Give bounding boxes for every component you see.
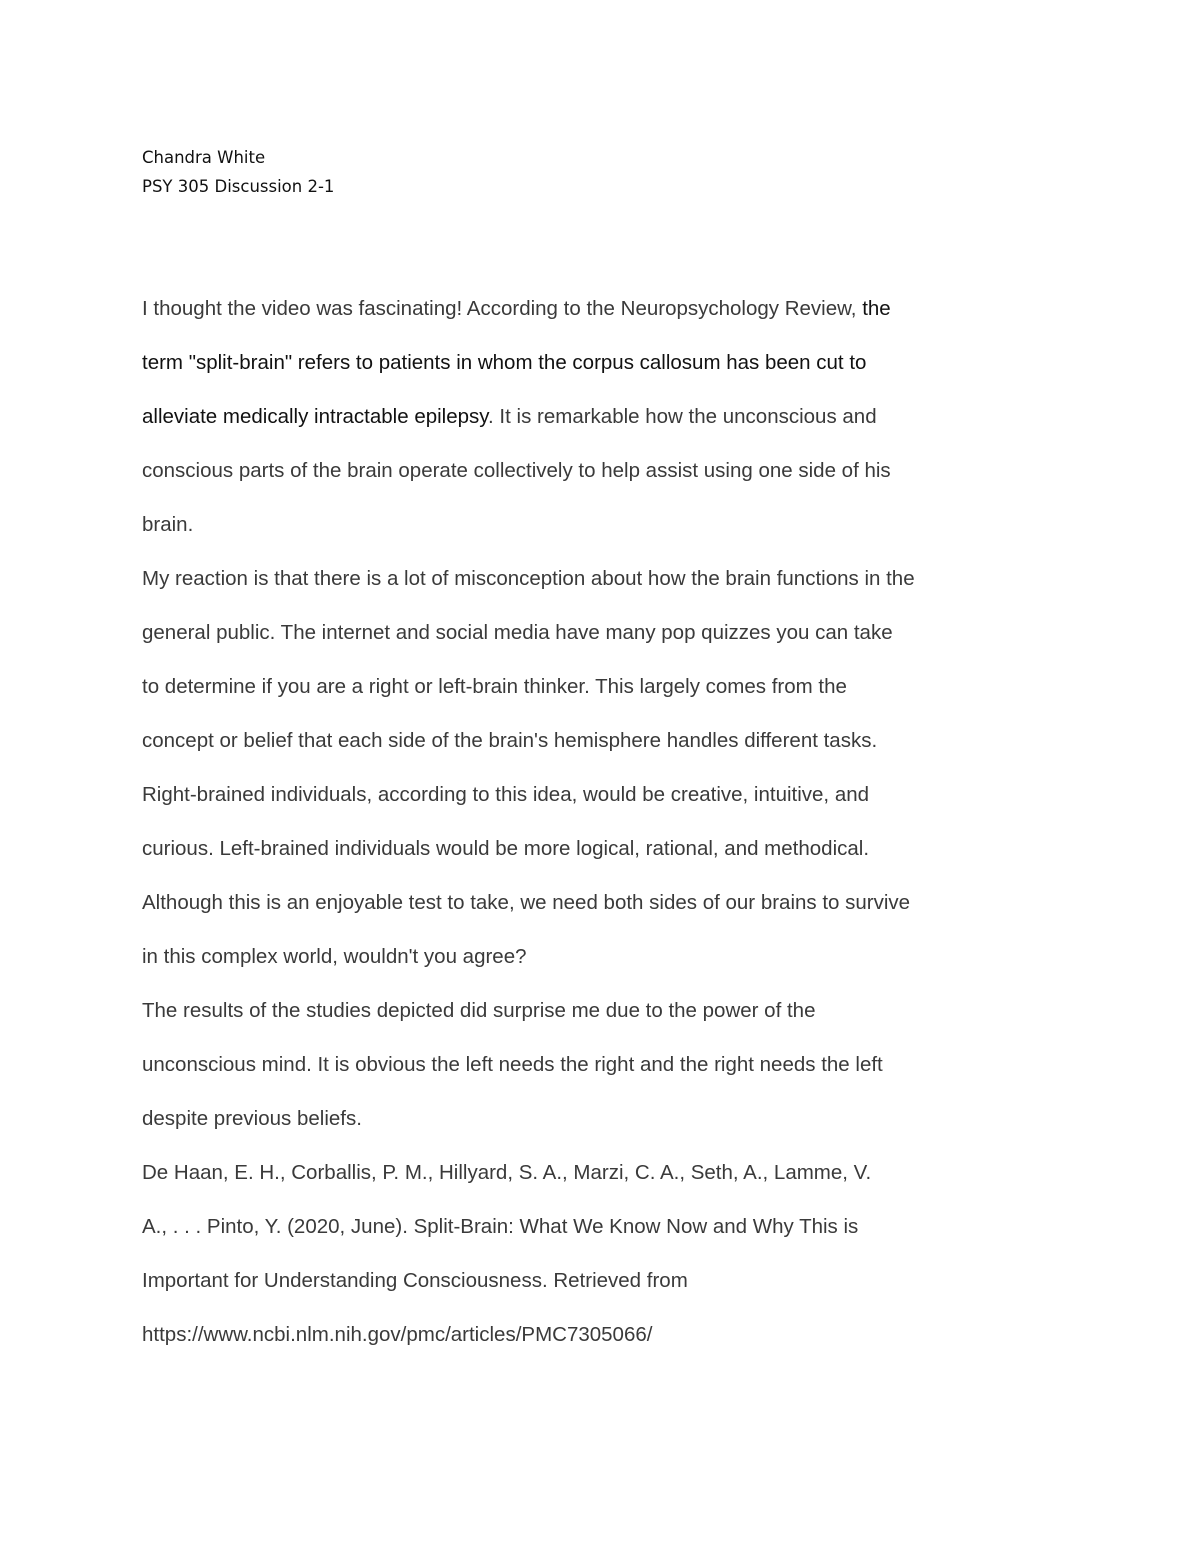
discussion-body [142, 282, 1072, 1362]
text-line: to determine if you are a right or left-brain thinker. This largely comes from the [142, 675, 847, 698]
text-line: in this complex world, wouldn't you agree? [142, 945, 527, 968]
text-line [142, 282, 1072, 336]
text-line: conscious parts of the brain operate collectively to help assist using one side of his [142, 459, 891, 482]
text-line: The results of the studies depicted did surprise me due to the power of the [142, 999, 816, 1022]
text-line [142, 390, 1072, 444]
text-line: despite previous beliefs. [142, 1107, 362, 1130]
text-line: general public. The internet and social media have many pop quizzes you can take [142, 621, 893, 644]
text-line: My reaction is that there is a lot of misconception about how the brain functions in the [142, 567, 915, 590]
reference-url: https://www.ncbi.nlm.nih.gov/pmc/articles/PMC7305066/ [142, 1323, 653, 1346]
reference-line: De Haan, E. H., Corballis, P. M., Hillyard, S. A., Marzi, C. A., Seth, A., Lamme, V. [142, 1161, 872, 1184]
text-line [142, 336, 1072, 390]
text-segment-quoted: term "split-brain" refers to patients in whom the corpus callosum has been cut to [142, 351, 867, 374]
text-segment-quoted: the [862, 297, 891, 320]
text-segment: . It is remarkable how the unconscious and [488, 405, 877, 428]
author-name: Chandra White [142, 148, 266, 167]
document-header [142, 143, 334, 201]
text-line: curious. Left-brained individuals would be more logical, rational, and methodical. [142, 837, 870, 860]
reference-line: Important for Understanding Consciousness. Retrieved from [142, 1269, 688, 1292]
text-line: Right-brained individuals, according to this idea, would be creative, intuitive, and [142, 783, 870, 806]
reference-line: A., . . . Pinto, Y. (2020, June). Split-Brain: What We Know Now and Why This is [142, 1215, 859, 1238]
text-line: brain. [142, 513, 194, 536]
text-segment: I thought the video was fascinating! According to the Neuropsychology Review, [142, 297, 863, 320]
text-segment-quoted: alleviate medically intractable epilepsy [142, 405, 489, 428]
course-title: PSY 305 Discussion 2-1 [142, 177, 335, 196]
text-line: concept or belief that each side of the brain's hemisphere handles different tasks. [142, 729, 878, 752]
text-line: unconscious mind. It is obvious the left needs the right and the right needs the left [142, 1053, 883, 1076]
text-line: Although this is an enjoyable test to take, we need both sides of our brains to survive [142, 891, 911, 914]
